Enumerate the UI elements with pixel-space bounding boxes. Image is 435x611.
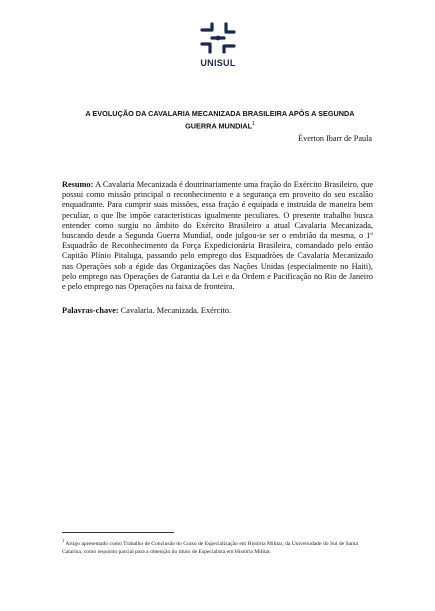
- title-footnote-mark: 1: [252, 121, 255, 127]
- unisul-logo: [194, 20, 242, 72]
- logo-text: UNISUL: [200, 58, 236, 68]
- unisul-logo-icon: [196, 20, 240, 56]
- article-title: [70, 108, 370, 131]
- keywords-label: Palavras-chave:: [62, 306, 119, 315]
- author-name: Éverton Ibarr de Paula: [298, 134, 372, 143]
- abstract-label: Resumo:: [62, 180, 94, 189]
- keywords-text: Cavalaria. Mecanizada. Exército.: [120, 306, 232, 315]
- abstract: [62, 180, 373, 292]
- keywords: [62, 306, 373, 315]
- footnote: [62, 537, 372, 556]
- footnote-text: Artigo apresentado como Trabalho de Conclusão do Curso de Especialização em História Militar, da Universidade do Sul de Santa Catarina, como requisito parcial para a obtenção do título de Especialista em História Militar.: [62, 540, 358, 555]
- footnote-separator: [62, 532, 174, 533]
- abstract-text: A Cavalaria Mecanizada é doutrinariamente uma fração do Exército Brasileiro, que possui como missão principal o reconhecimento e a segurança em proveito do seu escalão enquadrante. Para cumprir suas missões, essa fração é equipada e instruída de maneira bem peculiar, o que lhe impõe características igualmente peculiares. O presente trabalho busca entender como surgiu no âmbito do Exército Brasileiro a atual Cavalaria Mecanizada, buscando desde a Segunda Guerra Mundial, onde julgou-se ser o embrião da mesma, o 1º Esquadrão de Reconhecimento da Força Expedicionária Brasileira, comandado pelo então Capitão Plínio Pitaluga, passando pelo emprego dos Esquadrões de Cavalaria Mecanizado nas Operações sob a égide das Organizações das Nações Unidas (especialmente no Haiti), pelo emprego nas Operações de Garantia da Lei e da Ordem e Pacificação no Rio de Janeiro e pelo emprego nas Operações na faixa de fronteira.: [62, 180, 373, 292]
- article-title-text: A EVOLUÇÃO DA CAVALARIA MECANIZADA BRASILEIRA APÓS A SEGUNDA GUERRA MUNDIAL: [85, 109, 355, 131]
- footnote-mark: 1: [62, 538, 65, 543]
